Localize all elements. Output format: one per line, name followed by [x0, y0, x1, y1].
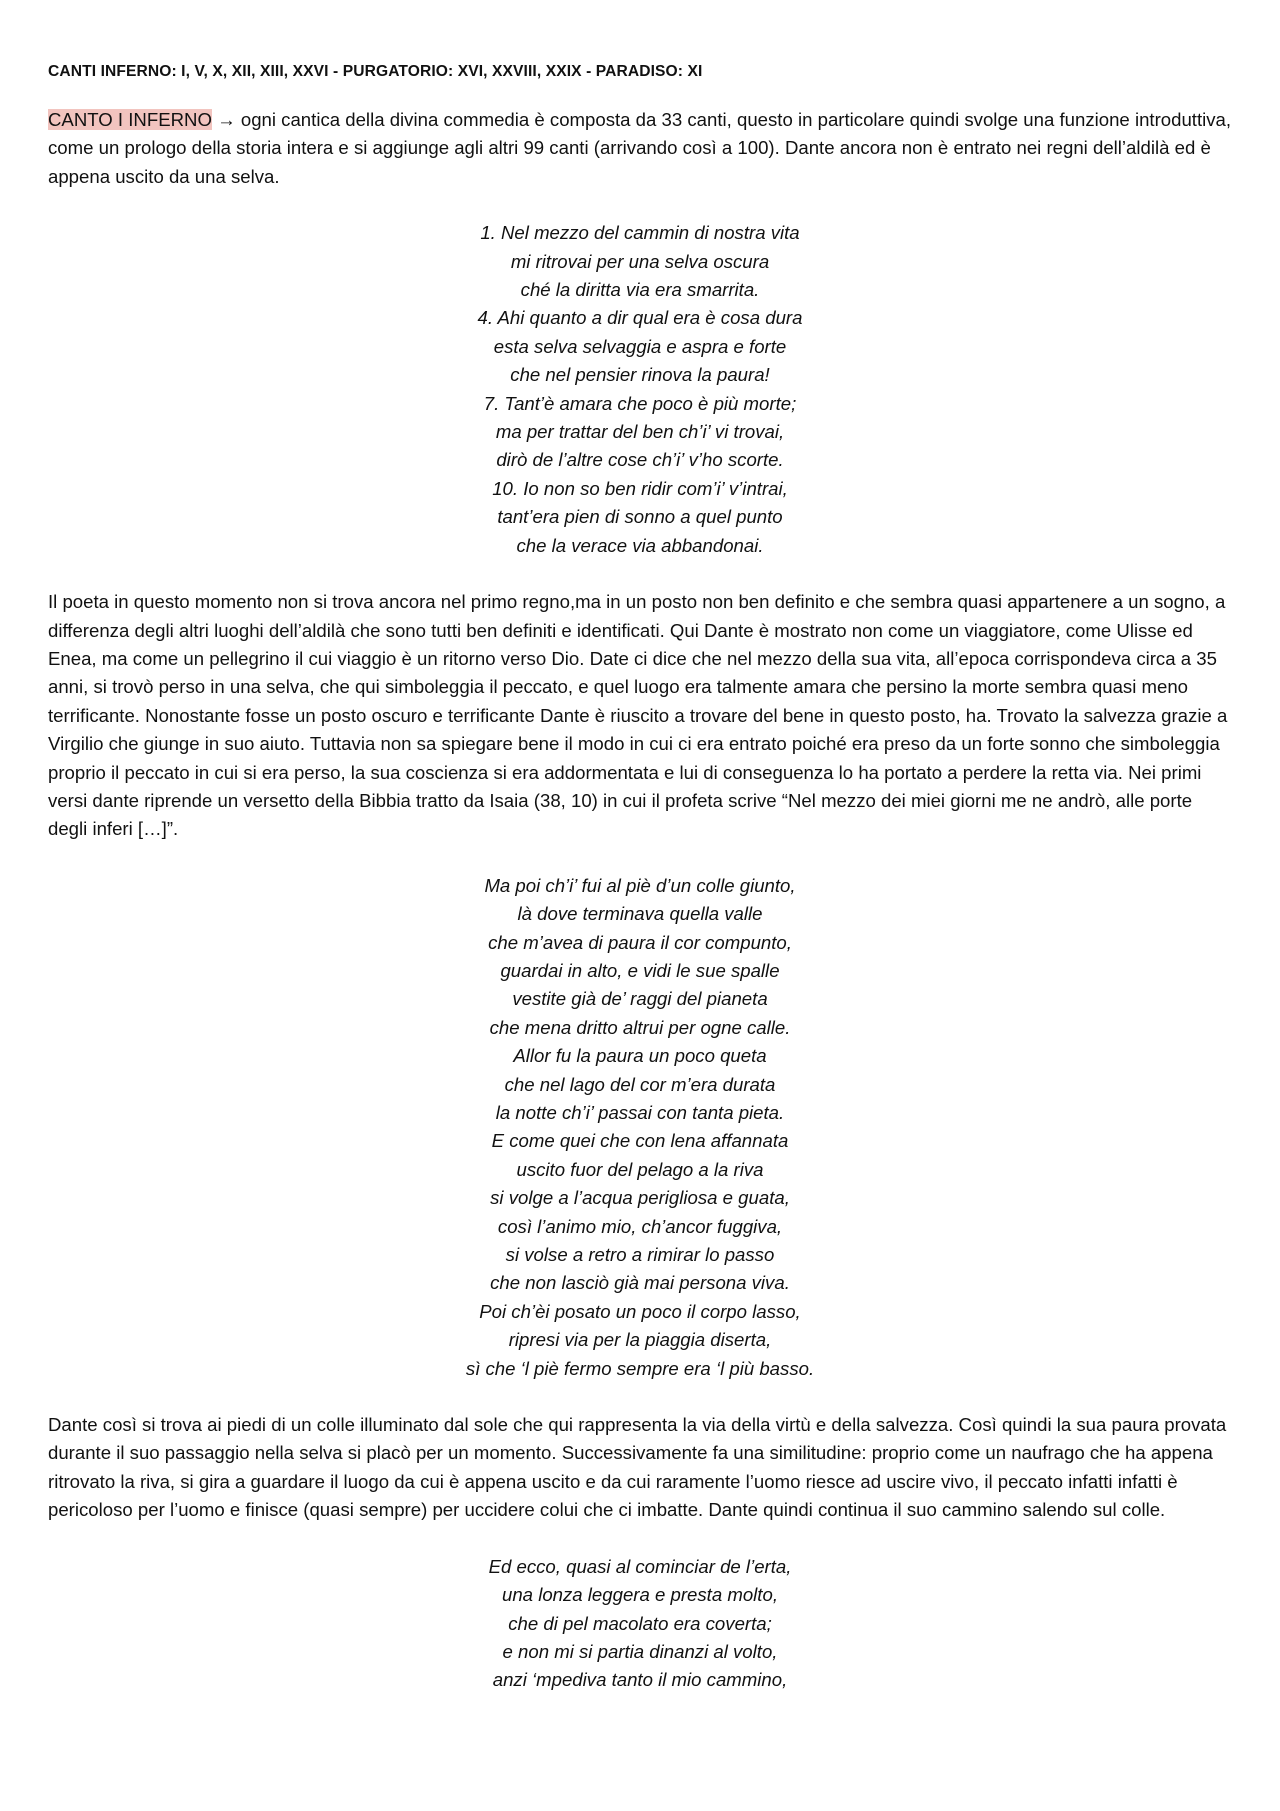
verse-line: che m’avea di paura il cor compunto, — [488, 931, 792, 953]
verse-line: 7. Tant’è amara che poco è più morte; — [483, 392, 797, 414]
verse-line: Poi ch’èi posato un poco il corpo lasso, — [479, 1300, 801, 1322]
verse-line: mi ritrovai per una selva oscura — [510, 250, 770, 272]
verse-line: ripresi via per la piaggia diserta, — [508, 1329, 772, 1351]
verse-line: Ed ecco, quasi al cominciar de l’erta, — [488, 1555, 792, 1577]
verse-line: uscito fuor del pelago a la riva — [516, 1158, 764, 1180]
verse-line: 1. Nel mezzo del cammin di nostra vita — [480, 222, 800, 244]
verse-line: Ma poi ch’i’ fui al piè d’un colle giunto, — [484, 874, 796, 896]
verse-line: E come quei che con lena affannata — [491, 1130, 789, 1152]
verse-line: si volge a l’acqua perigliosa e guata, — [490, 1187, 790, 1209]
intro-paragraph — [48, 106, 1232, 191]
commentary-paragraph-1: Il poeta in questo momento non si trova ancora nel primo regno,ma in un posto non ben definito e che sembra quasi appartenere a un sogno, a differenza degli altri luoghi dell’aldilà che sono tutti ben definiti e identificati. Qui Dante è mostrato non come un viaggiatore, come Ulisse ed Enea, ma come un pellegrino il cui viaggio è un ritorno verso Dio. Date ci dice che nel mezzo della sua vita, all’epoca corrispondeva circa a 35 anni, si trovò perso in una selva, che qui simboleggia il peccato, e quel luogo era talmente amara che persino la morte sembra quasi meno terrificante. Nonostante fosse un posto oscuro e terrificante Dante è riuscito a trovare del bene in questo posto, ha. Trovato la salvezza grazie a Virgilio che giunge in suo aiuto. Tuttavia non sa spiegare bene il modo in cui ci era entrato poiché era preso da un forte sonno che simboleggia proprio il peccato in cui si era perso, la sua coscienza si era addormentata e lui di conseguenza lo ha portato a perdere la retta via. Nei primi versi dante riprende un versetto della Bibbia tratto da Isaia (38, 10) in cui il profeta scrive “Nel mezzo dei miei giorni me ne andrò, alle porte degli inferi […]”. — [48, 591, 1228, 840]
page-title: CANTI INFERNO: I, V, X, XII, XIII, XXVI - PURGATORIO: XVI, XXVIII, XXIX - PARADISO: XI — [48, 63, 703, 80]
verse-line: che nel pensier rinova la paura! — [510, 364, 770, 386]
verse-line: esta selva selvaggia e aspra e forte — [493, 335, 787, 357]
verse-line: Allor fu la paura un poco queta — [513, 1045, 767, 1067]
verse-line: che nel lago del cor m’era durata — [504, 1073, 776, 1095]
verse-line: e non mi si partia dinanzi al volto, — [502, 1640, 778, 1662]
verse-line: che la verace via abbandonai. — [516, 534, 764, 556]
verse-line: la notte ch’i’ passai con tanta pieta. — [495, 1102, 785, 1123]
verse-line: così l’animo mio, ch’ancor fuggiva, — [497, 1215, 783, 1237]
arrow-icon: → — [217, 109, 236, 130]
verse-line: dirò de l’altre cose ch’i’ v’ho scorte. — [496, 449, 784, 471]
verse-line: anzi ‘mpediva tanto il mio cammino, — [492, 1669, 788, 1691]
verse-block-1 — [48, 219, 1232, 560]
verse-line: che di pel macolato era coverta; — [508, 1612, 772, 1634]
verse-line: una lonza leggera e presta molto, — [502, 1584, 778, 1606]
verse-line: 10. Io non so ben ridir com’i’ v’intrai, — [492, 477, 788, 499]
verse-line: sì che ‘l piè fermo sempre era ‘l più basso. — [465, 1357, 815, 1379]
verse-line: là dove terminava quella valle — [517, 903, 763, 925]
intro-text: ogni cantica della divina commedia è composta da 33 canti, questo in particolare quindi svolge una funzione introduttiva, come un prologo della storia intera e si aggiunge agli altri 99 canti (arrivando così a 100). Dante ancora non è entrato nei regni dell’aldilà ed è appena uscito da una selva. — [48, 109, 1232, 187]
verse-line: che mena dritto altrui per ogne calle. — [489, 1016, 791, 1038]
verse-line: tant’era pien di sonno a quel punto — [497, 506, 783, 528]
verse-line: ché la diritta via era smarrita. — [520, 279, 760, 301]
verse-line: guardai in alto, e vidi le sue spalle — [500, 959, 780, 981]
highlighted-canto-label: CANTO I INFERNO — [48, 109, 212, 130]
verse-block-2 — [48, 872, 1232, 1383]
verse-line: 4. Ahi quanto a dir qual era è cosa dura — [477, 307, 803, 329]
verse-line: si volse a retro a rimirar lo passo — [505, 1244, 775, 1266]
verse-block-3 — [48, 1553, 1232, 1695]
commentary-paragraph-2: Dante così si trova ai piedi di un colle illuminato dal sole che qui rappresenta la via della virtù e della salvezza. Così quindi la sua paura provata durante il suo passaggio nella selva si placò per un momento. Successivamente fa una similitudine: proprio come un naufrago che ha appena ritrovato la riva, si gira a guardare il luogo da cui è appena uscito e da cui raramente l’uomo riesce ad uscire vivo, il peccato infatti infatti è pericoloso per l’uomo e finisce (quasi sempre) per uccidere colui che ci imbatte. Dante quindi continua il suo cammino salendo sul colle. — [48, 1414, 1227, 1521]
verse-line: ma per trattar del ben ch’i’ vi trovai, — [495, 421, 785, 443]
verse-line: che non lasciò già mai persona viva. — [490, 1272, 790, 1294]
verse-line: vestite già de’ raggi del pianeta — [512, 988, 768, 1010]
